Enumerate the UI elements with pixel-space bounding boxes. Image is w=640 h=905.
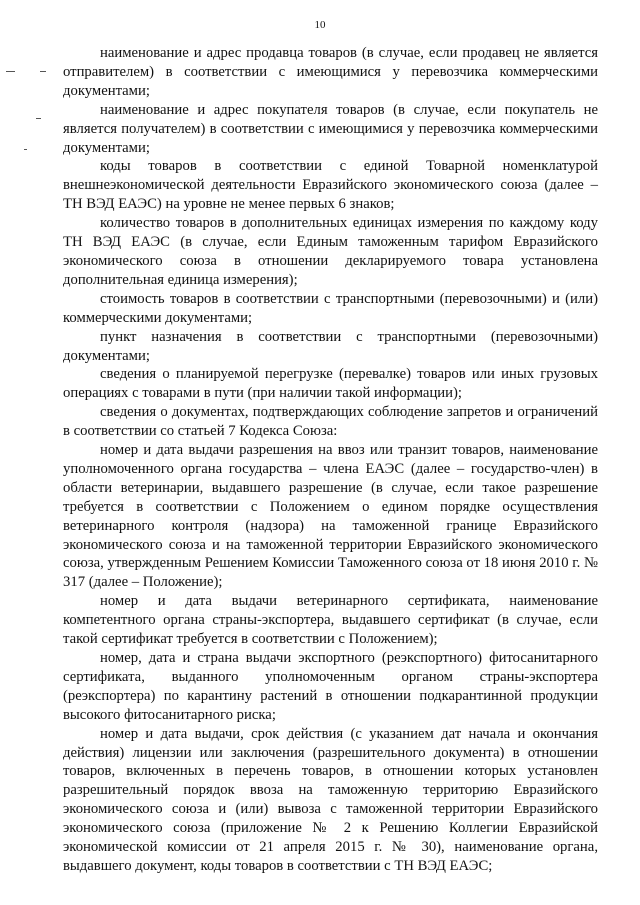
paragraph-restrictions: сведения о документах, подтверждающих соблюдение запретов и ограничений в соответствии со статьей 7 Кодекса Союза: — [63, 404, 598, 440]
paragraph-seller: наименование и адрес продавца товаров (в случае, если продавец не является отправителем) в соответствии с имеющимися у перевозчика коммерческими документами; — [63, 45, 598, 99]
paragraph-phytosanitary-certificate: номер, дата и страна выдачи экспортного (реэкспортного) фитосанитарного сертификата, выданного уполномоченным органом страны-экспортера (реэкспортера) по карантину растений в отношении подкарантинной продукции высокого фитосанитарного риска; — [63, 650, 598, 723]
page-number: 10 — [314, 19, 326, 31]
margin-mark — [6, 71, 15, 72]
paragraph-license: номер и дата выдачи, срок действия (с указанием дат начала и окончания действия) лицензии или заключения (разрешительного документа) в отношении товаров, включенных в перечень товаров, в отношении которых установлен разрешительный порядок ввоза на таможенную территорию Евразийского экономического союза и (или) вывоза с таможенной территории Евразийского экономического союза (приложение № 2 к Решению Коллегии Евразийской экономической комиссии от 21 апреля 2015 г. № 30), наименование органа, выдавшего документ, коды товаров в соответствии с ТН ВЭД ЕАЭС; — [63, 725, 598, 874]
paragraph-buyer: наименование и адрес покупателя товаров (в случае, если покупатель не является получателем) в соответствии с имеющимися у перевозчика коммерческими документами; — [63, 101, 598, 156]
paragraph-goods-codes: коды товаров в соответствии с единой Товарной номенклатурой внешнеэкономической деятельности Евразийского экономического союза (далее – ТН ВЭД ЕАЭС) на уровне не менее первых 6 знаков; — [63, 158, 598, 213]
paragraph-cost: стоимость товаров в соответствии с транспортными (перевозочными) и (или) коммерческими документами; — [63, 290, 598, 326]
paragraph-veterinary-certificate: номер и дата выдачи ветеринарного сертификата, наименование компетентного органа страны-экспортера, выдавшего сертификат (в случае, если такой сертификат требуется в соответствии с Положением); — [63, 593, 598, 648]
paragraph-quantity: количество товаров в дополнительных единицах измерения по каждому коду ТН ВЭД ЕАЭС (в случае, если Единым таможенным тарифом Евразийского экономического союза в отношении декларируемого товара установлена дополнительная единица измерения); — [63, 215, 598, 288]
paragraph-transshipment: сведения о планируемой перегрузке (перевалке) товаров или иных грузовых операциях с товарами в пути (при наличии такой информации); — [63, 366, 598, 402]
margin-mark — [40, 71, 46, 72]
margin-mark — [36, 118, 41, 119]
paragraph-destination: пункт назначения в соответствии с транспортными (перевозочными) документами; — [63, 328, 598, 364]
paragraph-veterinary-permit: номер и дата выдачи разрешения на ввоз или транзит товаров, наименование уполномоченного органа государства – члена ЕАЭС (далее – государство-член) в области ветеринарии, выдавшего разрешение (в случае, если такое разрешение требуется в соответствии с Положением о едином порядке осуществления ветеринарного контроля (надзора) на таможенной границе Евразийского экономического союза и на таможенной территории Евразийского экономического союза, утвержденным Решением Комиссии Таможенного союза от 18 июня 2010 г. № 317 (далее – Положение); — [63, 442, 598, 591]
document-body — [63, 44, 598, 876]
margin-mark — [24, 149, 27, 150]
